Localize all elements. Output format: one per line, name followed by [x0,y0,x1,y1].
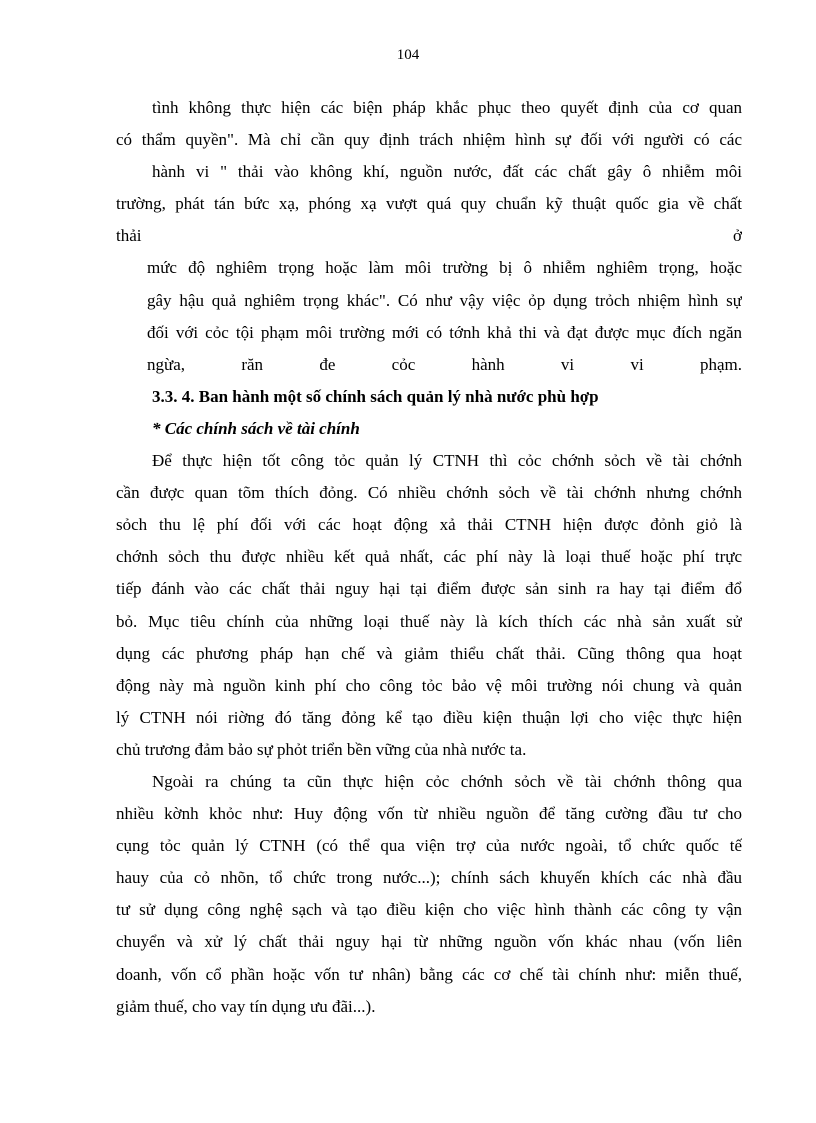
text-line: thải ở [116,226,742,246]
text-line: tiếp đánh vào các chất thải nguy hại tại điểm được sản sinh ra hay tại điểm đổ [116,579,742,599]
text-line: cụng tỏc quản lý CTNH (có thể qua viện trợ của nước ngoài, tổ chức quốc tế [116,836,742,856]
text-line: động này mà nguồn kinh phí cho công tỏc bảo vệ môi trường nói chung và quản [116,675,742,695]
text-line: có thẩm quyền". Mà chỉ cần quy định trách nhiệm hình sự đối với người có các [116,130,742,150]
text-line: hành vi " thải vào không khí, nguồn nước, đất các chất gây ô nhiễm môi [152,162,742,182]
section-heading: 3.3. 4. Ban hành một số chính sách quản lý nhà nước phù hợp [152,386,599,406]
text-line: Ngoài ra chúng ta cũn thực hiện cỏc chớnh sỏch về tài chớnh thông qua [152,771,742,791]
text-line: dụng các phương pháp hạn chế và giảm thiểu chất thải. Cũng thông qua hoạt [116,643,742,663]
text-line: doanh, vốn cổ phần hoặc vốn tư nhân) bằng các cơ chế tài chính như: miễn thuế, [116,964,742,984]
text-line: tư sử dụng công nghệ sạch và tạo điều kiện cho việc hình thành các công ty vận [116,900,742,920]
text-line: mức độ nghiêm trọng hoặc làm môi trường bị ô nhiễm nghiêm trọng, hoặc [147,258,742,278]
text-line: trường, phát tán bức xạ, phóng xạ vượt quá quy chuẩn kỹ thuật quốc gia về chất [116,194,742,214]
text-line: hauy của cỏ nhõn, tổ chức trong nước...); chính sách khuyến khích các nhà đầu [116,868,742,888]
text-line: nhiều kờnh khỏc như: Huy động vốn từ nhiều nguồn để tăng cường đầu tư cho [116,804,742,824]
text-line: Để thực hiện tốt công tỏc quản lý CTNH thì cỏc chớnh sỏch về tài chớnh [152,451,742,471]
page-number: 104 [396,47,420,63]
text-line: chủ trương đảm bảo sự phỏt triển bền vững của nhà nước ta. [116,739,527,759]
text-line: sỏch thu lệ phí đối với các hoạt động xả thải CTNH hiện được đỏnh giỏ là [116,515,742,535]
text-line: cần được quan tõm thích đỏng. Có nhiều chớnh sỏch về tài chớnh nhưng chớnh [116,483,742,503]
text-line: chuyển và xử lý chất thải nguy hại từ những nguồn vốn khác nhau (vốn liên [116,932,742,952]
text-line: ngừa, răn đe cỏc hành vi vi phạm. [147,354,742,374]
text-line: đối với cỏc tội phạm môi trường mới có tớnh khả thi và đạt được mục đích ngăn [147,322,742,342]
subsection-heading: * Các chính sách về tài chính [152,418,360,438]
text-line: lý CTNH nói riờng đó tăng đỏng kể tạo điều kiện thuận lợi cho việc thực hiện [116,707,742,727]
text-line: tình không thực hiện các biện pháp khắc phục theo quyết định của cơ quan [152,98,742,117]
text-line: giảm thuế, cho vay tín dụng ưu đãi...). [116,996,376,1016]
text-line: chớnh sỏch thu được nhiều kết quả nhất, các phí này là loại thuế hoặc phí trực [116,547,742,567]
body-text [116,92,742,1023]
text-line: gây hậu quả nghiêm trọng khác". Có như vậy việc ỏp dụng trỏch nhiệm hình sự [147,290,742,310]
text-line: bỏ. Mục tiêu chính của những loại thuế này là kích thích các nhà sản xuất sử [116,611,742,631]
